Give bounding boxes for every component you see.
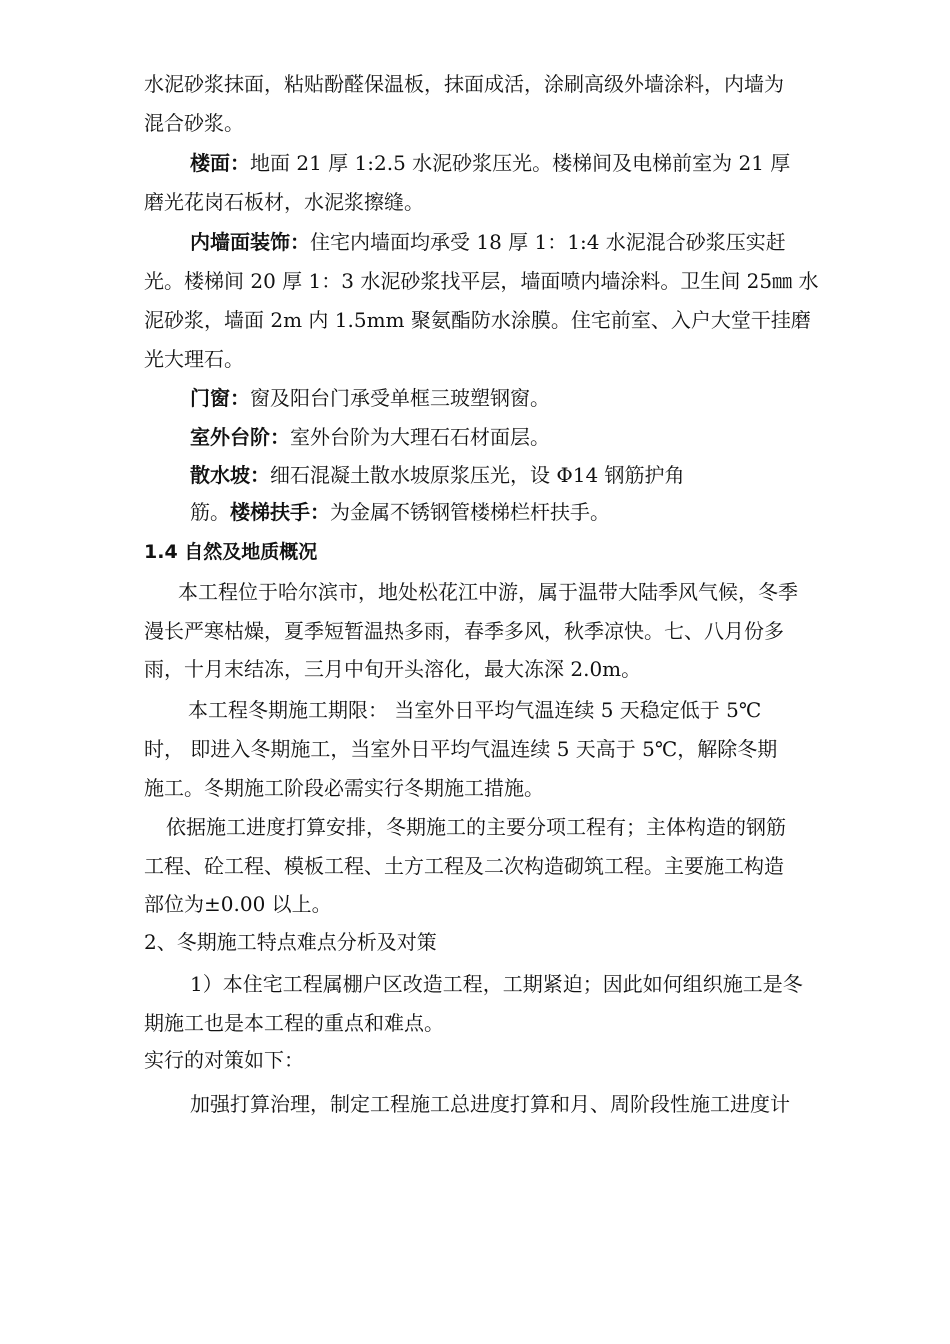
section-heading: 2、冬期施工特点难点分析及对策 (144, 930, 437, 954)
apron-spec-line: 散水坡：细石混凝土散水坡原浆压光，设 Φ14 钢筋护角 (190, 463, 685, 487)
paragraph-line: 部位为±0.00 以上。 (144, 892, 332, 916)
window-spec-line: 门窗：窗及阳台门承受单框三玻塑钢窗。 (190, 386, 550, 410)
paragraph-line: 实行的对策如下： (144, 1048, 304, 1072)
paragraph-line: 加强打算治理，制定工程施工总进度打算和月、周阶段性施工进度计 (190, 1092, 790, 1116)
floor-label: 楼面： (190, 151, 250, 175)
paragraph-line: 漫长严寒枯燥，夏季短暂温热多雨，春季多风，秋季凉快。七、八月份多 (144, 619, 784, 643)
paragraph-line: 本工程冬期施工期限： 当室外日平均气温连续 5 天稳定低于 5℃ (188, 698, 762, 722)
paragraph-line: 施工。冬期施工阶段必需实行冬期施工措施。 (144, 776, 544, 800)
section-heading: 1.4 自然及地质概况 (144, 541, 318, 563)
paragraph-line: 泥砂浆，墙面 2m 内 1.5mm 聚氨酯防水涂膜。住宅前室、入户大堂干挂磨 (144, 308, 811, 332)
paragraph-line: 期施工也是本工程的重点和难点。 (144, 1011, 444, 1035)
handrail-spec-line: 筋。楼梯扶手：为金属不锈钢管楼梯栏杆扶手。 (190, 500, 610, 524)
paragraph-line: 时， 即进入冬期施工，当室外日平均气温连续 5 天高于 5℃，解除冬期 (144, 737, 778, 761)
interior-wall-spec-line: 内墙面装饰：住宅内墙面均承受 18 厚 1：1:4 水泥混合砂浆压实赶 (190, 230, 786, 254)
paragraph-line: 水泥砂浆抹面，粘贴酚醛保温板，抹面成活，涂刷高级外墙涂料，内墙为 (144, 72, 784, 96)
window-label: 门窗： (190, 386, 250, 410)
paragraph-line: 本工程位于哈尔滨市，地处松花江中游，属于温带大陆季风气候，冬季 (178, 580, 798, 604)
paragraph-line: 光大理石。 (144, 347, 244, 371)
paragraph-line: 依据施工进度打算安排，冬期施工的主要分项工程有；主体构造的钢筋 (166, 815, 786, 839)
interior-wall-label: 内墙面装饰： (190, 230, 310, 254)
outdoor-steps-label: 室外台阶： (190, 425, 290, 449)
apron-label: 散水坡： (190, 463, 270, 487)
paragraph-line: 雨，十月末结冻，三月中旬开头溶化，最大冻深 2.0m。 (144, 657, 642, 681)
paragraph-line: 工程、砼工程、模板工程、土方工程及二次构造砌筑工程。主要施工构造 (144, 854, 784, 878)
outdoor-steps-spec-line: 室外台阶：室外台阶为大理石石材面层。 (190, 425, 550, 449)
paragraph-line: 光。楼梯间 20 厚 1：3 水泥砂浆找平层，墙面喷内墙涂料。卫生间 25㎜ 水 (144, 269, 819, 293)
paragraph-line: 1）本住宅工程属棚户区改造工程，工期紧迫；因此如何组织施工是冬 (190, 972, 803, 996)
floor-spec-line: 楼面：地面 21 厚 1:2.5 水泥砂浆压光。楼梯间及电梯前室为 21 厚 (190, 151, 791, 175)
paragraph-line: 混合砂浆。 (144, 111, 244, 135)
handrail-label: 楼梯扶手： (230, 500, 330, 524)
paragraph-line: 磨光花岗石板材，水泥浆擦缝。 (144, 190, 424, 214)
